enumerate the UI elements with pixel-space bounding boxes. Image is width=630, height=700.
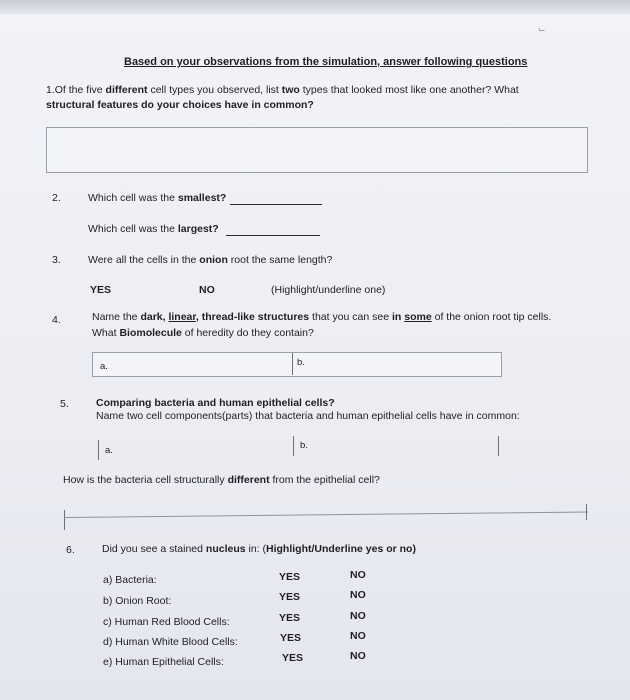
- q1-text-b: different: [105, 84, 148, 96]
- top-edge: [0, 0, 630, 14]
- q4-text-a: Name the: [92, 311, 141, 323]
- q6-row-label: e) Human Epithelial Cells:: [103, 656, 224, 668]
- q4-number: 4.: [52, 314, 61, 326]
- q1-text-a: 1.Of the five: [46, 84, 106, 96]
- q6-text-b: nucleus: [205, 543, 246, 555]
- q6-text-c: in: (: [245, 543, 267, 555]
- q4-text-linear: linear: [168, 311, 196, 323]
- q6-row-label: b) Onion Root:: [103, 595, 172, 607]
- q5-followup-b: different: [227, 474, 270, 486]
- q6-text-d: Highlight/Underline yes or no: [266, 543, 413, 555]
- q6-row-label: d) Human White Blood Cells:: [103, 636, 238, 648]
- q6-row-label: a) Bacteria:: [103, 574, 157, 586]
- q2-largest-blank[interactable]: [226, 235, 320, 236]
- q6-row-no[interactable]: NO: [350, 650, 366, 662]
- q5-answer-b-marker: [293, 436, 294, 456]
- q4-text-some: some: [404, 311, 432, 323]
- q3-text-b: onion: [199, 254, 228, 266]
- q4-label-a: a.: [100, 361, 108, 372]
- q4-line1: [92, 311, 551, 324]
- q1-text-e: types that looked most like one another? What: [299, 84, 519, 96]
- q4-line2: [92, 327, 314, 340]
- q5-answer-end-marker: [498, 436, 499, 456]
- q3-hint: (Highlight/underline one): [271, 284, 386, 296]
- q6-row-no[interactable]: NO: [350, 630, 366, 642]
- q2-largest-text: Which cell was the: [88, 223, 178, 235]
- q6-row-no[interactable]: NO: [350, 610, 366, 622]
- q5-label-a: a.: [105, 445, 113, 456]
- q2-smallest-text: Which cell was the: [88, 192, 178, 204]
- q3-question: [88, 254, 332, 267]
- q5-answer-a-marker: [98, 440, 99, 460]
- q4-text-thread: , thread-like structures: [195, 311, 310, 323]
- q5-followup-a: How is the bacteria cell structurally: [63, 474, 228, 486]
- q5-followup-end-marker: [586, 504, 587, 520]
- q6-text-e: ): [412, 543, 416, 555]
- q6-row-yes[interactable]: YES: [279, 571, 301, 583]
- q6-row-label: c) Human Red Blood Cells:: [103, 616, 230, 628]
- q4-line2-b: Biomolecule: [119, 327, 182, 339]
- q4-text-in: in: [392, 311, 405, 323]
- q4-label-b: b.: [297, 357, 305, 368]
- q4-box-divider: [292, 353, 293, 375]
- q2-largest-word: largest?: [177, 223, 219, 235]
- q6-number: 6.: [66, 544, 75, 556]
- q1-text-d: two: [281, 84, 300, 96]
- q4-line2-a: What: [92, 327, 120, 339]
- q6-row-yes[interactable]: YES: [279, 612, 301, 624]
- q2-smallest-question: [88, 192, 226, 205]
- q3-number: 3.: [52, 254, 61, 266]
- q6-row-no[interactable]: NO: [350, 569, 366, 581]
- q6-row-no[interactable]: NO: [350, 589, 366, 601]
- q2-smallest-word: smallest?: [177, 192, 227, 204]
- q1-text-c: cell types you observed, list: [147, 84, 282, 96]
- q1-answer-box[interactable]: [46, 127, 588, 173]
- q6-row-yes[interactable]: YES: [282, 652, 304, 664]
- q2-number: 2.: [52, 192, 61, 204]
- q5-label-b: b.: [300, 440, 308, 451]
- q5-line2: Name two cell components(parts) that bacteria and human epithelial cells have in common:: [96, 410, 520, 422]
- corner-mark: ⌙: [538, 24, 546, 34]
- q5-number: 5.: [60, 398, 69, 410]
- q1-line1: [46, 84, 519, 97]
- q6-row-yes[interactable]: YES: [280, 632, 302, 644]
- q5-followup-start-marker: [64, 510, 65, 530]
- q4-text-mid: that you can see: [309, 311, 392, 323]
- page-title: Based on your observations from the simulation, answer following questions: [124, 56, 528, 68]
- q5-heading: Comparing bacteria and human epithelial cells?: [96, 397, 335, 409]
- q3-yes-option[interactable]: YES: [90, 284, 112, 296]
- q1-line2: structural features do your choices have in common?: [46, 99, 314, 111]
- q4-text-dark: dark,: [140, 311, 169, 323]
- q4-text-post: of the onion root tip cells.: [431, 311, 552, 323]
- q6-row-yes[interactable]: YES: [279, 591, 301, 603]
- q5-followup-line[interactable]: [64, 512, 588, 518]
- q5-followup-c: from the epithelial cell?: [269, 474, 380, 486]
- q2-largest-question: [88, 223, 219, 236]
- q2-smallest-blank[interactable]: [230, 204, 322, 205]
- q6-text-a: Did you see a stained: [102, 543, 206, 555]
- q3-no-option[interactable]: NO: [199, 284, 215, 296]
- q3-text-c: root the same length?: [227, 254, 333, 266]
- q4-line2-c: of heredity do they contain?: [181, 327, 314, 339]
- q5-followup: [63, 474, 380, 487]
- q6-question: [102, 543, 416, 556]
- q3-text-a: Were all the cells in the: [88, 254, 200, 266]
